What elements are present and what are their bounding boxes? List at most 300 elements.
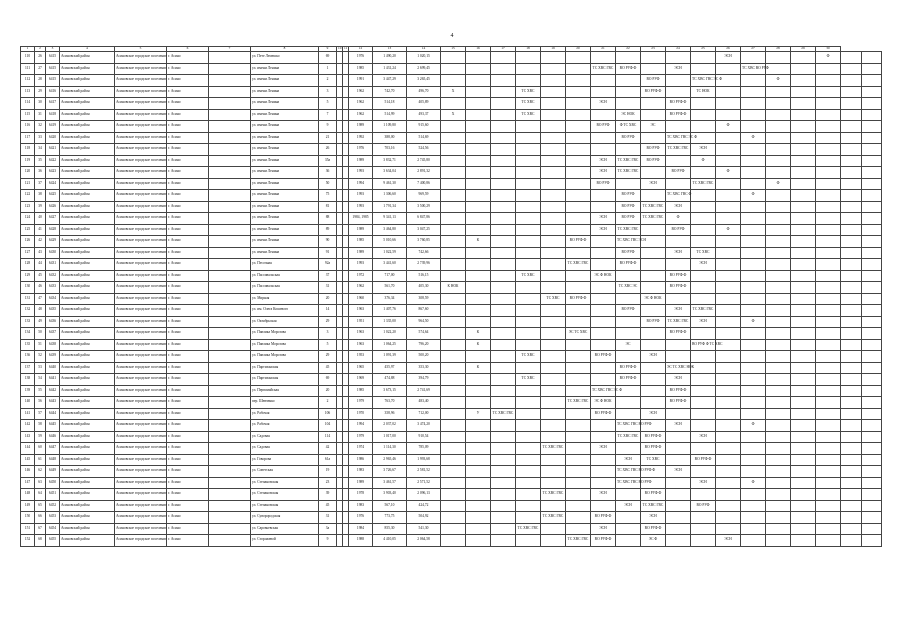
town-name: г. Асино (167, 236, 209, 248)
works-cell (791, 535, 816, 547)
works-cell (641, 190, 666, 202)
table-row (21, 75, 882, 87)
works-cell (666, 86, 691, 98)
works-cell (741, 75, 766, 87)
works-cell: ВО РУФ Ф (641, 431, 666, 443)
works-cell (791, 121, 816, 133)
works-cell (791, 144, 816, 156)
works-cell: ТС ХВС (516, 109, 541, 121)
street-name: ул. имени Ленина (251, 247, 319, 259)
settlement-name: Асиновское городское поселение (115, 512, 167, 524)
works-cell (791, 259, 816, 271)
works-cell (516, 282, 541, 294)
town-name: г. Асино (167, 201, 209, 213)
works-cell: ЭСН (666, 466, 691, 478)
town-name: г. Асино (167, 132, 209, 144)
works-cell (741, 247, 766, 259)
works-cell: ЭС ТС ХВС (566, 328, 591, 340)
works-cell: ТС ХВС (516, 98, 541, 110)
house-number: 89 (319, 224, 337, 236)
works-cell (566, 224, 591, 236)
works-cell (841, 316, 862, 328)
works-cell (566, 213, 591, 225)
settlement-name: Асиновское городское поселение (115, 489, 167, 501)
works-cell: ТС ХВС ГВС (566, 535, 591, 547)
house-code: 6438 (46, 339, 60, 351)
column-number: 24 (666, 47, 691, 52)
works-cell (861, 477, 882, 489)
works-cell (841, 374, 862, 386)
living-area: 964,50 (407, 316, 441, 328)
living-area: 2 741,69 (407, 385, 441, 397)
town-name: г. Асино (167, 512, 209, 524)
works-cell (716, 374, 741, 386)
living-area: 405,89 (407, 98, 441, 110)
works-cell (861, 305, 882, 317)
empty-cell (209, 52, 251, 64)
works-cell (466, 477, 491, 489)
house-number: 21 (319, 132, 337, 144)
house-code: 6415 (46, 52, 60, 64)
column-number: 3 (46, 47, 60, 52)
works-cell (841, 270, 862, 282)
works-cell (666, 535, 691, 547)
works-cell (741, 224, 766, 236)
sub-number: 42 (35, 236, 46, 248)
settlement-name: Асиновское городское поселение (115, 328, 167, 340)
works-cell (541, 385, 566, 397)
settlement-name: Асиновское городское поселение (115, 500, 167, 512)
sub-number: 46 (35, 282, 46, 294)
row-number: 150 (21, 512, 35, 524)
works-cell: К (466, 236, 491, 248)
empty-cell (209, 328, 251, 340)
table-row (21, 236, 882, 248)
empty-cell (209, 512, 251, 524)
works-cell (791, 431, 816, 443)
table-row (21, 351, 882, 363)
sub-number: 65 (35, 500, 46, 512)
works-cell (841, 328, 862, 340)
works-cell (591, 132, 616, 144)
works-cell (516, 535, 541, 547)
works-cell (441, 477, 466, 489)
works-cell (441, 374, 466, 386)
works-cell (466, 247, 491, 259)
works-cell (816, 213, 841, 225)
works-cell: ЭСН (691, 431, 716, 443)
works-cell (766, 374, 791, 386)
works-cell (566, 466, 591, 478)
column-number: 27 (741, 47, 766, 52)
district-name: Асиновский район (60, 86, 115, 98)
works-cell: ТС ХВС (516, 374, 541, 386)
works-cell (816, 167, 841, 179)
build-year: 1989 (349, 477, 373, 489)
house-code: 6416 (46, 86, 60, 98)
house-code: 6417 (46, 98, 60, 110)
row-number: 121 (21, 178, 35, 190)
town-name: г. Асино (167, 109, 209, 121)
works-cell: Ф (816, 52, 841, 64)
works-cell (566, 247, 591, 259)
works-cell: ВО РУФ (616, 132, 641, 144)
works-cell (691, 98, 716, 110)
works-cell (841, 489, 862, 501)
works-cell (516, 52, 541, 64)
works-cell (716, 144, 741, 156)
works-cell (766, 201, 791, 213)
living-area: 405,30 (407, 282, 441, 294)
works-cell (716, 236, 741, 248)
works-cell (516, 443, 541, 455)
works-cell (566, 454, 591, 466)
house-code: 6454 (46, 523, 60, 535)
district-name: Асиновский район (60, 98, 115, 110)
works-cell (791, 385, 816, 397)
sub-number: 36 (35, 167, 46, 179)
house-code: 6425 (46, 190, 60, 202)
settlement-name: Асиновское городское поселение (115, 523, 167, 535)
works-cell (466, 466, 491, 478)
works-cell (766, 167, 791, 179)
works-cell: ТС ХВС ГВС Ф (666, 190, 691, 202)
works-cell (816, 109, 841, 121)
works-cell (841, 512, 862, 524)
works-cell (766, 305, 791, 317)
works-cell (541, 247, 566, 259)
works-cell (816, 339, 841, 351)
town-name: г. Асино (167, 144, 209, 156)
sub-number: 59 (35, 431, 46, 443)
works-cell (666, 293, 691, 305)
works-cell: ЭСН (591, 224, 616, 236)
works-cell: ТС ХВС (516, 270, 541, 282)
works-cell (541, 420, 566, 432)
works-cell (541, 523, 566, 535)
living-area: 2 739,96 (407, 259, 441, 271)
build-year: 1983 (349, 500, 373, 512)
works-cell (516, 431, 541, 443)
works-cell (791, 98, 816, 110)
works-cell (466, 98, 491, 110)
house-number: 104 (319, 420, 337, 432)
works-cell (861, 167, 882, 179)
living-area: 496,70 (407, 86, 441, 98)
works-cell (816, 512, 841, 524)
works-cell (861, 535, 882, 547)
works-cell: ВО РУФ (641, 75, 666, 87)
works-cell (541, 213, 566, 225)
table-row (21, 132, 882, 144)
works-cell (566, 132, 591, 144)
works-cell (641, 259, 666, 271)
works-cell (841, 305, 862, 317)
living-area: 1 020,15 (407, 52, 441, 64)
total-area: 2 965,46 (373, 454, 407, 466)
house-number: 19 (319, 466, 337, 478)
works-cell (666, 155, 691, 167)
works-cell (741, 98, 766, 110)
works-cell (691, 523, 716, 535)
empty-cell (209, 316, 251, 328)
row-number: 131 (21, 293, 35, 305)
town-name: г. Асино (167, 500, 209, 512)
works-cell (491, 155, 516, 167)
total-area: 3 726,67 (373, 466, 407, 478)
works-cell (591, 190, 616, 202)
table-row (21, 224, 882, 236)
house-code: 6427 (46, 213, 60, 225)
settlement-name: Асиновское городское поселение (115, 155, 167, 167)
town-name: г. Асино (167, 535, 209, 547)
works-cell (466, 443, 491, 455)
works-cell (566, 155, 591, 167)
sub-number: 66 (35, 512, 46, 524)
works-cell (841, 86, 862, 98)
table-row (21, 52, 882, 64)
works-cell (441, 270, 466, 282)
row-number: 122 (21, 190, 35, 202)
works-cell (861, 362, 882, 374)
works-cell (861, 443, 882, 455)
works-cell: ЭС (641, 121, 666, 133)
row-number: 133 (21, 316, 35, 328)
empty-cell (209, 259, 251, 271)
works-cell (541, 374, 566, 386)
table-row (21, 374, 882, 386)
settlement-name: Асиновское городское поселение (115, 259, 167, 271)
column-number: 9 (319, 47, 337, 52)
street-name: ул. имени Ленина (251, 201, 319, 213)
works-cell: ВО РУФ Ф (591, 408, 616, 420)
house-code: 6431 (46, 259, 60, 271)
sub-number: 51 (35, 339, 46, 351)
settlement-name: Асиновское городское поселение (115, 282, 167, 294)
street-name: ул. им. Олега Кошевого (251, 305, 319, 317)
works-cell (716, 477, 741, 489)
works-cell (466, 454, 491, 466)
works-cell: ТС ХВС ГВС (616, 167, 641, 179)
empty-cell (209, 224, 251, 236)
house-code: 6418 (46, 109, 60, 121)
town-name: г. Асино (167, 270, 209, 282)
settlement-name: Асиновское городское поселение (115, 431, 167, 443)
empty-cell (209, 351, 251, 363)
works-cell (791, 443, 816, 455)
column-number: 14 (407, 47, 441, 52)
works-cell (716, 98, 741, 110)
works-cell (541, 178, 566, 190)
empty-cell (209, 213, 251, 225)
works-cell (566, 109, 591, 121)
table-row (21, 63, 882, 75)
settlement-name: Асиновское городское поселение (115, 132, 167, 144)
settlement-name: Асиновское городское поселение (115, 443, 167, 455)
settlement-name: Асиновское городское поселение (115, 270, 167, 282)
works-cell (591, 431, 616, 443)
works-cell (491, 167, 516, 179)
works-cell (741, 385, 766, 397)
works-cell (766, 259, 791, 271)
house-code: 6415 (46, 63, 60, 75)
works-cell: ЭСН (666, 374, 691, 386)
works-cell (791, 293, 816, 305)
column-number: 23 (641, 47, 666, 52)
works-cell (541, 224, 566, 236)
works-cell (491, 512, 516, 524)
works-cell (566, 500, 591, 512)
works-cell: ЭСН (666, 305, 691, 317)
works-cell: ВО РУФ Ф (666, 98, 691, 110)
works-cell (591, 500, 616, 512)
house-number: 20 (319, 293, 337, 305)
works-cell (766, 408, 791, 420)
works-cell (741, 270, 766, 282)
works-cell (766, 420, 791, 432)
works-cell (441, 351, 466, 363)
column-number: 20 (566, 47, 591, 52)
living-area: 2 064,58 (407, 535, 441, 547)
works-cell (791, 512, 816, 524)
sub-number: 31 (35, 109, 46, 121)
works-cell (541, 86, 566, 98)
sub-number: 50 (35, 328, 46, 340)
town-name: г. Асино (167, 213, 209, 225)
works-cell (441, 155, 466, 167)
works-cell (791, 155, 816, 167)
town-name: г. Асино (167, 86, 209, 98)
street-name: ул. имени Ленина (251, 98, 319, 110)
works-cell (491, 477, 516, 489)
works-cell (766, 132, 791, 144)
table-row (21, 489, 882, 501)
works-cell (791, 500, 816, 512)
works-cell: ВО РУФ (691, 500, 716, 512)
works-cell (741, 351, 766, 363)
table-row (21, 523, 882, 535)
table-row (21, 305, 882, 317)
works-cell (861, 178, 882, 190)
empty-cell (209, 178, 251, 190)
works-cell (766, 98, 791, 110)
works-cell (591, 362, 616, 374)
works-cell (791, 408, 816, 420)
works-cell (641, 167, 666, 179)
district-name: Асиновский район (60, 155, 115, 167)
works-cell (591, 420, 616, 432)
town-name: г. Асино (167, 328, 209, 340)
works-cell (491, 500, 516, 512)
works-cell (516, 178, 541, 190)
works-cell (741, 86, 766, 98)
works-cell: ТС ХВС (691, 247, 716, 259)
works-cell (741, 431, 766, 443)
row-number: 139 (21, 385, 35, 397)
works-cell (516, 144, 541, 156)
district-name: Асиновский район (60, 512, 115, 524)
house-number: 23 (319, 477, 337, 489)
works-cell (491, 339, 516, 351)
total-area: 514,18 (373, 98, 407, 110)
build-year: 1960 (349, 293, 373, 305)
works-cell (716, 213, 741, 225)
works-cell (666, 512, 691, 524)
works-cell (791, 328, 816, 340)
works-cell (616, 178, 641, 190)
works-cell (541, 63, 566, 75)
works-cell (816, 397, 841, 409)
works-cell (841, 144, 862, 156)
build-year: 1993 (349, 167, 373, 179)
works-cell (516, 247, 541, 259)
total-area: 358,96 (373, 408, 407, 420)
town-name: г. Асино (167, 75, 209, 87)
works-cell (691, 270, 716, 282)
town-name: г. Асино (167, 362, 209, 374)
works-cell (791, 305, 816, 317)
works-cell (516, 75, 541, 87)
works-cell: ВО РУФ Ф (616, 362, 641, 374)
works-cell (616, 408, 641, 420)
works-cell (641, 362, 666, 374)
works-cell (666, 121, 691, 133)
sub-number: 32 (35, 121, 46, 133)
works-cell (716, 362, 741, 374)
works-cell (491, 213, 516, 225)
works-cell (741, 512, 766, 524)
column-number: 5 (115, 47, 167, 52)
works-cell (466, 374, 491, 386)
town-name: г. Асино (167, 190, 209, 202)
works-cell (861, 339, 882, 351)
street-name: ул. имени Ленина (251, 178, 319, 190)
row-number: 129 (21, 270, 35, 282)
works-cell (641, 247, 666, 259)
works-cell (716, 431, 741, 443)
works-cell: ЭСН (691, 144, 716, 156)
works-cell (441, 431, 466, 443)
works-cell (541, 397, 566, 409)
house-code: 6426 (46, 201, 60, 213)
works-cell (766, 500, 791, 512)
page-number: 4 (450, 33, 454, 39)
works-cell (466, 52, 491, 64)
works-cell (766, 282, 791, 294)
table-row (21, 454, 882, 466)
works-cell (591, 75, 616, 87)
table-row (21, 144, 882, 156)
works-cell (466, 397, 491, 409)
street-name: ул. имени Ленина (251, 132, 319, 144)
works-cell (716, 408, 741, 420)
works-cell: ЭС НОК (616, 109, 641, 121)
house-number: 1 (319, 63, 337, 75)
works-cell (491, 305, 516, 317)
works-cell (541, 98, 566, 110)
works-cell (516, 259, 541, 271)
works-cell (666, 351, 691, 363)
works-cell (516, 328, 541, 340)
works-cell (766, 121, 791, 133)
works-cell (441, 132, 466, 144)
works-cell (441, 535, 466, 547)
house-number: 114 (319, 431, 337, 443)
works-cell (591, 328, 616, 340)
living-area: 2 745,80 (407, 155, 441, 167)
table-row (21, 259, 882, 271)
works-cell (466, 132, 491, 144)
